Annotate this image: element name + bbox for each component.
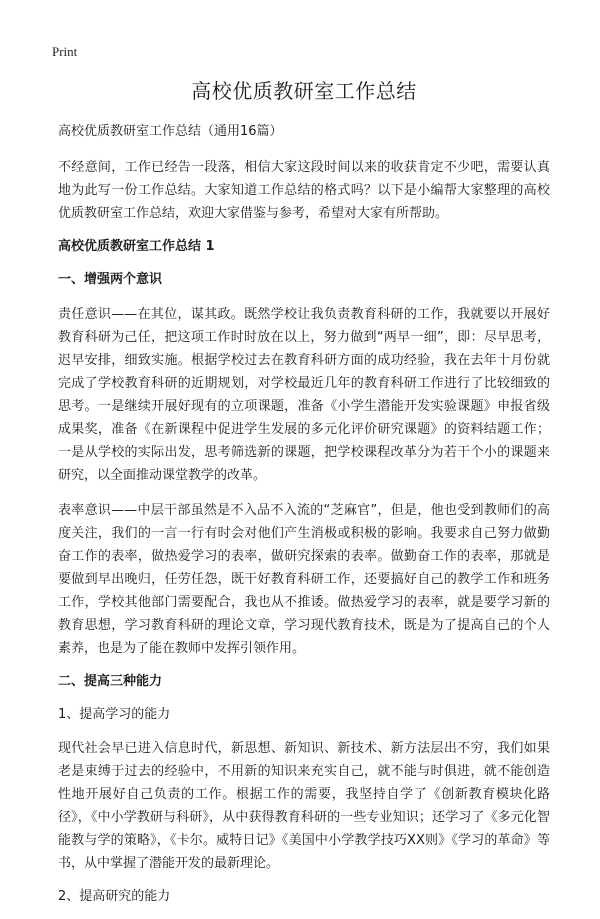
intro-paragraph: 不经意间，工作已经告一段落，相信大家这段时间以来的收获肯定不少吧，需要认真地为此写一份工作总结。大家知道工作总结的格式吗？以下是小编帮大家整理的高校优质教研室工作总结，欢迎大家借鉴与参考，希望对大家有所帮助。 — [58, 160, 550, 221]
part1-heading: 一、增强两个意识 — [58, 272, 163, 287]
section-heading: 高校优质教研室工作总结 1 — [58, 239, 215, 254]
part2-subheading-2: 2、提高研究的能力 — [58, 889, 171, 904]
document-subtitle: 高校优质教研室工作总结（通用16篇） — [58, 124, 283, 139]
document-title: 高校优质教研室工作总结 — [191, 79, 417, 103]
part2-subheading-1: 1、提高学习的能力 — [58, 707, 171, 722]
part2-heading: 二、提高三种能力 — [58, 674, 163, 689]
document-body — [58, 76, 550, 919]
print-link[interactable]: Print — [52, 44, 78, 59]
part1-paragraph-1: 责任意识——在其位，谋其政。既然学校让我负责教育科研的工作，我就要以开展好教育科研为己任，把这项工作时时放在以上，努力做到“两早一细”，即：尽早思考，迟早安排，细致实施。根据学校过去在教育科研方面的成功经验，我在去年十月份就完成了学校教育科研的近期规划，对学校最近几年的教育科研工作进行了比较细致的思考。一是继续开展好现有的立项课题，准备《小学生潜能开发实验课题》申报省级成果奖，准备《在新课程中促进学生发展的多元化评价研究课题》的资料结题工作；一是从学校的实际出发，思考筛选新的课题，把学校课程改革分为若干个小的课题来研究，以全面推动课堂教学的改革。 — [58, 307, 550, 483]
part1-paragraph-2: 表率意识——中层干部虽然是不入品不入流的“芝麻官”，但是，他也受到教师们的高度关注，我们的一言一行有时会对他们产生消极或积极的影响。我要求自己努力做勤奋工作的表率，做热爱学习的表率，做研究探索的表率。做勤奋工作的表率，那就是要做到早出晚归，任劳任怨，既干好教育科研工作，还要搞好自己的教学工作和班务工作，学校其他部门需要配合，我也从不推诿。做热爱学习的表率，就是要学习新的教育思想，学习教育科研的理论文章，学习现代教育技术，既是为了提高自己的个人素养，也是为了能在教师中发挥引领作用。 — [58, 503, 550, 656]
part2-paragraph-1: 现代社会早已进入信息时代，新思想、新知识、新技术、新方法层出不穷，我们如果老是束缚于过去的经验中，不用新的知识来充实自己，就不能与时俱进，就不能创造性地开展好自己负责的工作。根据工作的需要，我坚持自学了《创新教育模块化路径》，《中小学教研与科研》，从中获得教育科研的一些专业知识；还学习了《多元化智能教与学的策略》，《卡尔。威特日记》《美国中小学教学技巧XX则》《学习的革命》等书，从中掌握了潜能开发的最新理论。 — [58, 741, 550, 871]
